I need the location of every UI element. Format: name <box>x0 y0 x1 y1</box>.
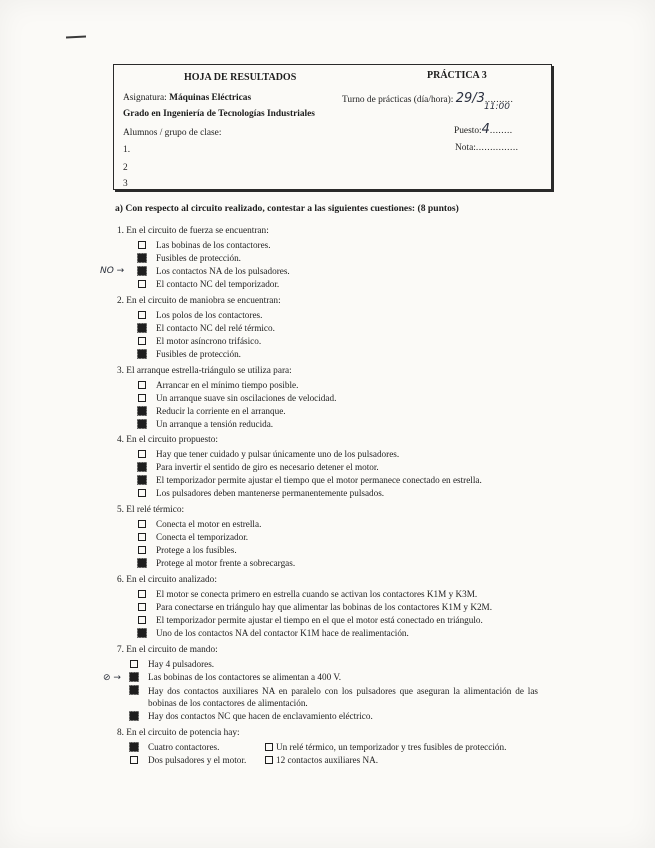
q6-option-3[interactable]: El temporizador permite ajustar el tiempo en el que el motor está conectado en triángulo. <box>138 615 483 625</box>
q2-option-1[interactable]: Los polos de los contactores. <box>138 310 262 320</box>
checkbox[interactable] <box>138 616 146 624</box>
q3-option-3[interactable]: Reducir la corriente en el arranque. <box>138 406 286 416</box>
question-6: 6. En el circuito analizado: <box>117 575 217 585</box>
checkbox[interactable] <box>138 489 146 497</box>
q1-option-4[interactable]: El contacto NC del temporizador. <box>138 279 279 289</box>
checkbox[interactable] <box>138 254 146 262</box>
q8-option-1[interactable]: Cuatro contactores. <box>130 742 219 752</box>
question-5: 5. El relé térmico: <box>117 505 185 515</box>
q7-option-1[interactable]: Hay 4 pulsadores. <box>130 659 214 669</box>
shift-date-handwritten: 29/3 <box>455 91 485 106</box>
question-8: 8. En el circuito de potencia hay: <box>117 728 240 738</box>
q5-option-2[interactable]: Conecta el temporizador. <box>138 532 248 542</box>
checkbox[interactable] <box>138 590 146 598</box>
subject-value: Máquinas Eléctricas <box>169 93 252 103</box>
checkbox[interactable] <box>138 520 146 528</box>
checkbox[interactable] <box>138 394 146 402</box>
checkbox[interactable] <box>138 280 146 288</box>
q4-option-3[interactable]: El temporizador permite ajustar el tiempo que el motor permanece conectado en estrella. <box>138 475 482 485</box>
checkbox[interactable] <box>265 743 273 751</box>
q2-option-3[interactable]: El motor asíncrono trifásico. <box>138 336 261 346</box>
q5-option-4[interactable]: Protege al motor frente a sobrecargas. <box>138 558 295 568</box>
question-1: 1. En el circuito de fuerza se encuentran: <box>117 226 269 236</box>
q5-option-1[interactable]: Conecta el motor en estrella. <box>138 519 261 529</box>
checkbox[interactable] <box>130 756 138 764</box>
student-row-2: 2 <box>123 163 128 173</box>
q6-option-1[interactable]: El motor se conecta primero en estrella cuando se activan los contactores K1M y K3M. <box>138 589 477 599</box>
q8-option-4[interactable]: 12 contactos auxiliares NA. <box>265 755 378 765</box>
q1-option-3[interactable]: Los contactos NA de los pulsadores. <box>138 266 290 276</box>
checkbox[interactable] <box>138 324 146 332</box>
practice-number: PRÁCTICA 3 <box>427 70 487 81</box>
degree-name: Grado en Ingeniería de Tecnologías Industriales <box>123 109 315 119</box>
checkbox[interactable] <box>138 337 146 345</box>
subject-label: Asignatura: <box>123 93 167 103</box>
checkbox[interactable] <box>138 420 146 428</box>
q4-option-4[interactable]: Los pulsadores deben mantenerse permanentemente pulsados. <box>138 488 384 498</box>
checkbox[interactable] <box>130 686 138 694</box>
shift-time-handwritten: 11:00 <box>484 102 510 112</box>
checkbox[interactable] <box>138 407 146 415</box>
checkbox[interactable] <box>130 660 138 668</box>
checkbox[interactable] <box>138 533 146 541</box>
q7-option-4[interactable]: Hay dos contactos NC que hacen de enclavamiento eléctrico. <box>130 711 373 721</box>
grade-label: Nota: <box>455 143 476 153</box>
checkbox[interactable] <box>138 350 146 358</box>
post-label: Puesto: <box>454 126 482 136</box>
q7-option-2[interactable]: Las bobinas de los contactores se alimentan a 400 V. <box>130 672 341 682</box>
checkbox[interactable] <box>138 629 146 637</box>
checkbox[interactable] <box>130 673 138 681</box>
checkbox[interactable] <box>130 712 138 720</box>
q6-option-2[interactable]: Para conectarse en triángulo hay que alimentar las bobinas de los contactores K1M y K2M. <box>138 602 492 612</box>
q2-option-2[interactable]: El contacto NC del relé térmico. <box>138 323 275 333</box>
question-4: 4. En el circuito propuesto: <box>117 435 218 445</box>
checkbox[interactable] <box>138 381 146 389</box>
question-3: 3. El arranque estrella-triángulo se utiliza para: <box>117 366 292 376</box>
q3-option-1[interactable]: Arrancar en el mínimo tiempo posible. <box>138 380 298 390</box>
students-label: Alumnos / grupo de clase: <box>123 128 222 138</box>
post-dots: ........ <box>489 126 513 136</box>
q6-option-4[interactable]: Uno de los contactos NA del contactor K1M hace de realimentación. <box>138 628 409 638</box>
checkbox[interactable] <box>138 603 146 611</box>
checkbox[interactable] <box>138 450 146 458</box>
q1-margin-note: NO → <box>100 266 125 276</box>
sheet-title: HOJA DE RESULTADOS <box>184 72 297 83</box>
post-handwritten: 4 <box>481 122 490 137</box>
q4-option-2[interactable]: Para invertir el sentido de giro es necesario detener el motor. <box>138 462 379 472</box>
checkbox[interactable] <box>138 241 146 249</box>
question-2: 2. En el circuito de maniobra se encuentran: <box>117 296 281 306</box>
checkbox[interactable] <box>138 311 146 319</box>
checkbox[interactable] <box>130 743 138 751</box>
q3-option-2[interactable]: Un arranque suave sin oscilaciones de velocidad. <box>138 393 336 403</box>
checkbox[interactable] <box>138 546 146 554</box>
grade-dots: ............... <box>475 143 519 153</box>
q5-option-3[interactable]: Protege a los fusibles. <box>138 545 237 555</box>
checkbox[interactable] <box>265 756 273 764</box>
checkbox[interactable] <box>138 267 146 275</box>
q1-option-1[interactable]: Las bobinas de los contactores. <box>138 240 271 250</box>
q7-margin-note: ⊘ → <box>103 673 121 683</box>
shift-label: Turno de prácticas (día/hora): <box>342 95 454 105</box>
checkbox[interactable] <box>138 559 146 567</box>
q7-option-3[interactable]: Hay dos contactos auxiliares NA en paralelo con los pulsadores que aseguran la alimentación de las bobinas de los contactores de alimentación. <box>130 685 538 709</box>
q1-option-2[interactable]: Fusibles de protección. <box>138 253 241 263</box>
checkbox[interactable] <box>138 476 146 484</box>
q4-option-1[interactable]: Hay que tener cuidado y pulsar únicamente uno de los pulsadores. <box>138 449 399 459</box>
q8-option-2[interactable]: Un relé térmico, un temporizador y tres fusibles de protección. <box>265 742 506 752</box>
section-a-intro: a) Con respecto al circuito realizado, contestar a las siguientes cuestiones: (8 puntos) <box>115 203 459 214</box>
q2-option-4[interactable]: Fusibles de protección. <box>138 349 241 359</box>
q8-option-3[interactable]: Dos pulsadores y el motor. <box>130 755 246 765</box>
student-row-3: 3 <box>123 179 128 189</box>
q3-option-4[interactable]: Un arranque a tensión reducida. <box>138 419 273 429</box>
shift-dots: .......... <box>484 95 514 105</box>
checkbox[interactable] <box>138 463 146 471</box>
student-row-1: 1. <box>123 145 131 155</box>
question-7: 7. En el circuito de mando: <box>117 645 218 655</box>
